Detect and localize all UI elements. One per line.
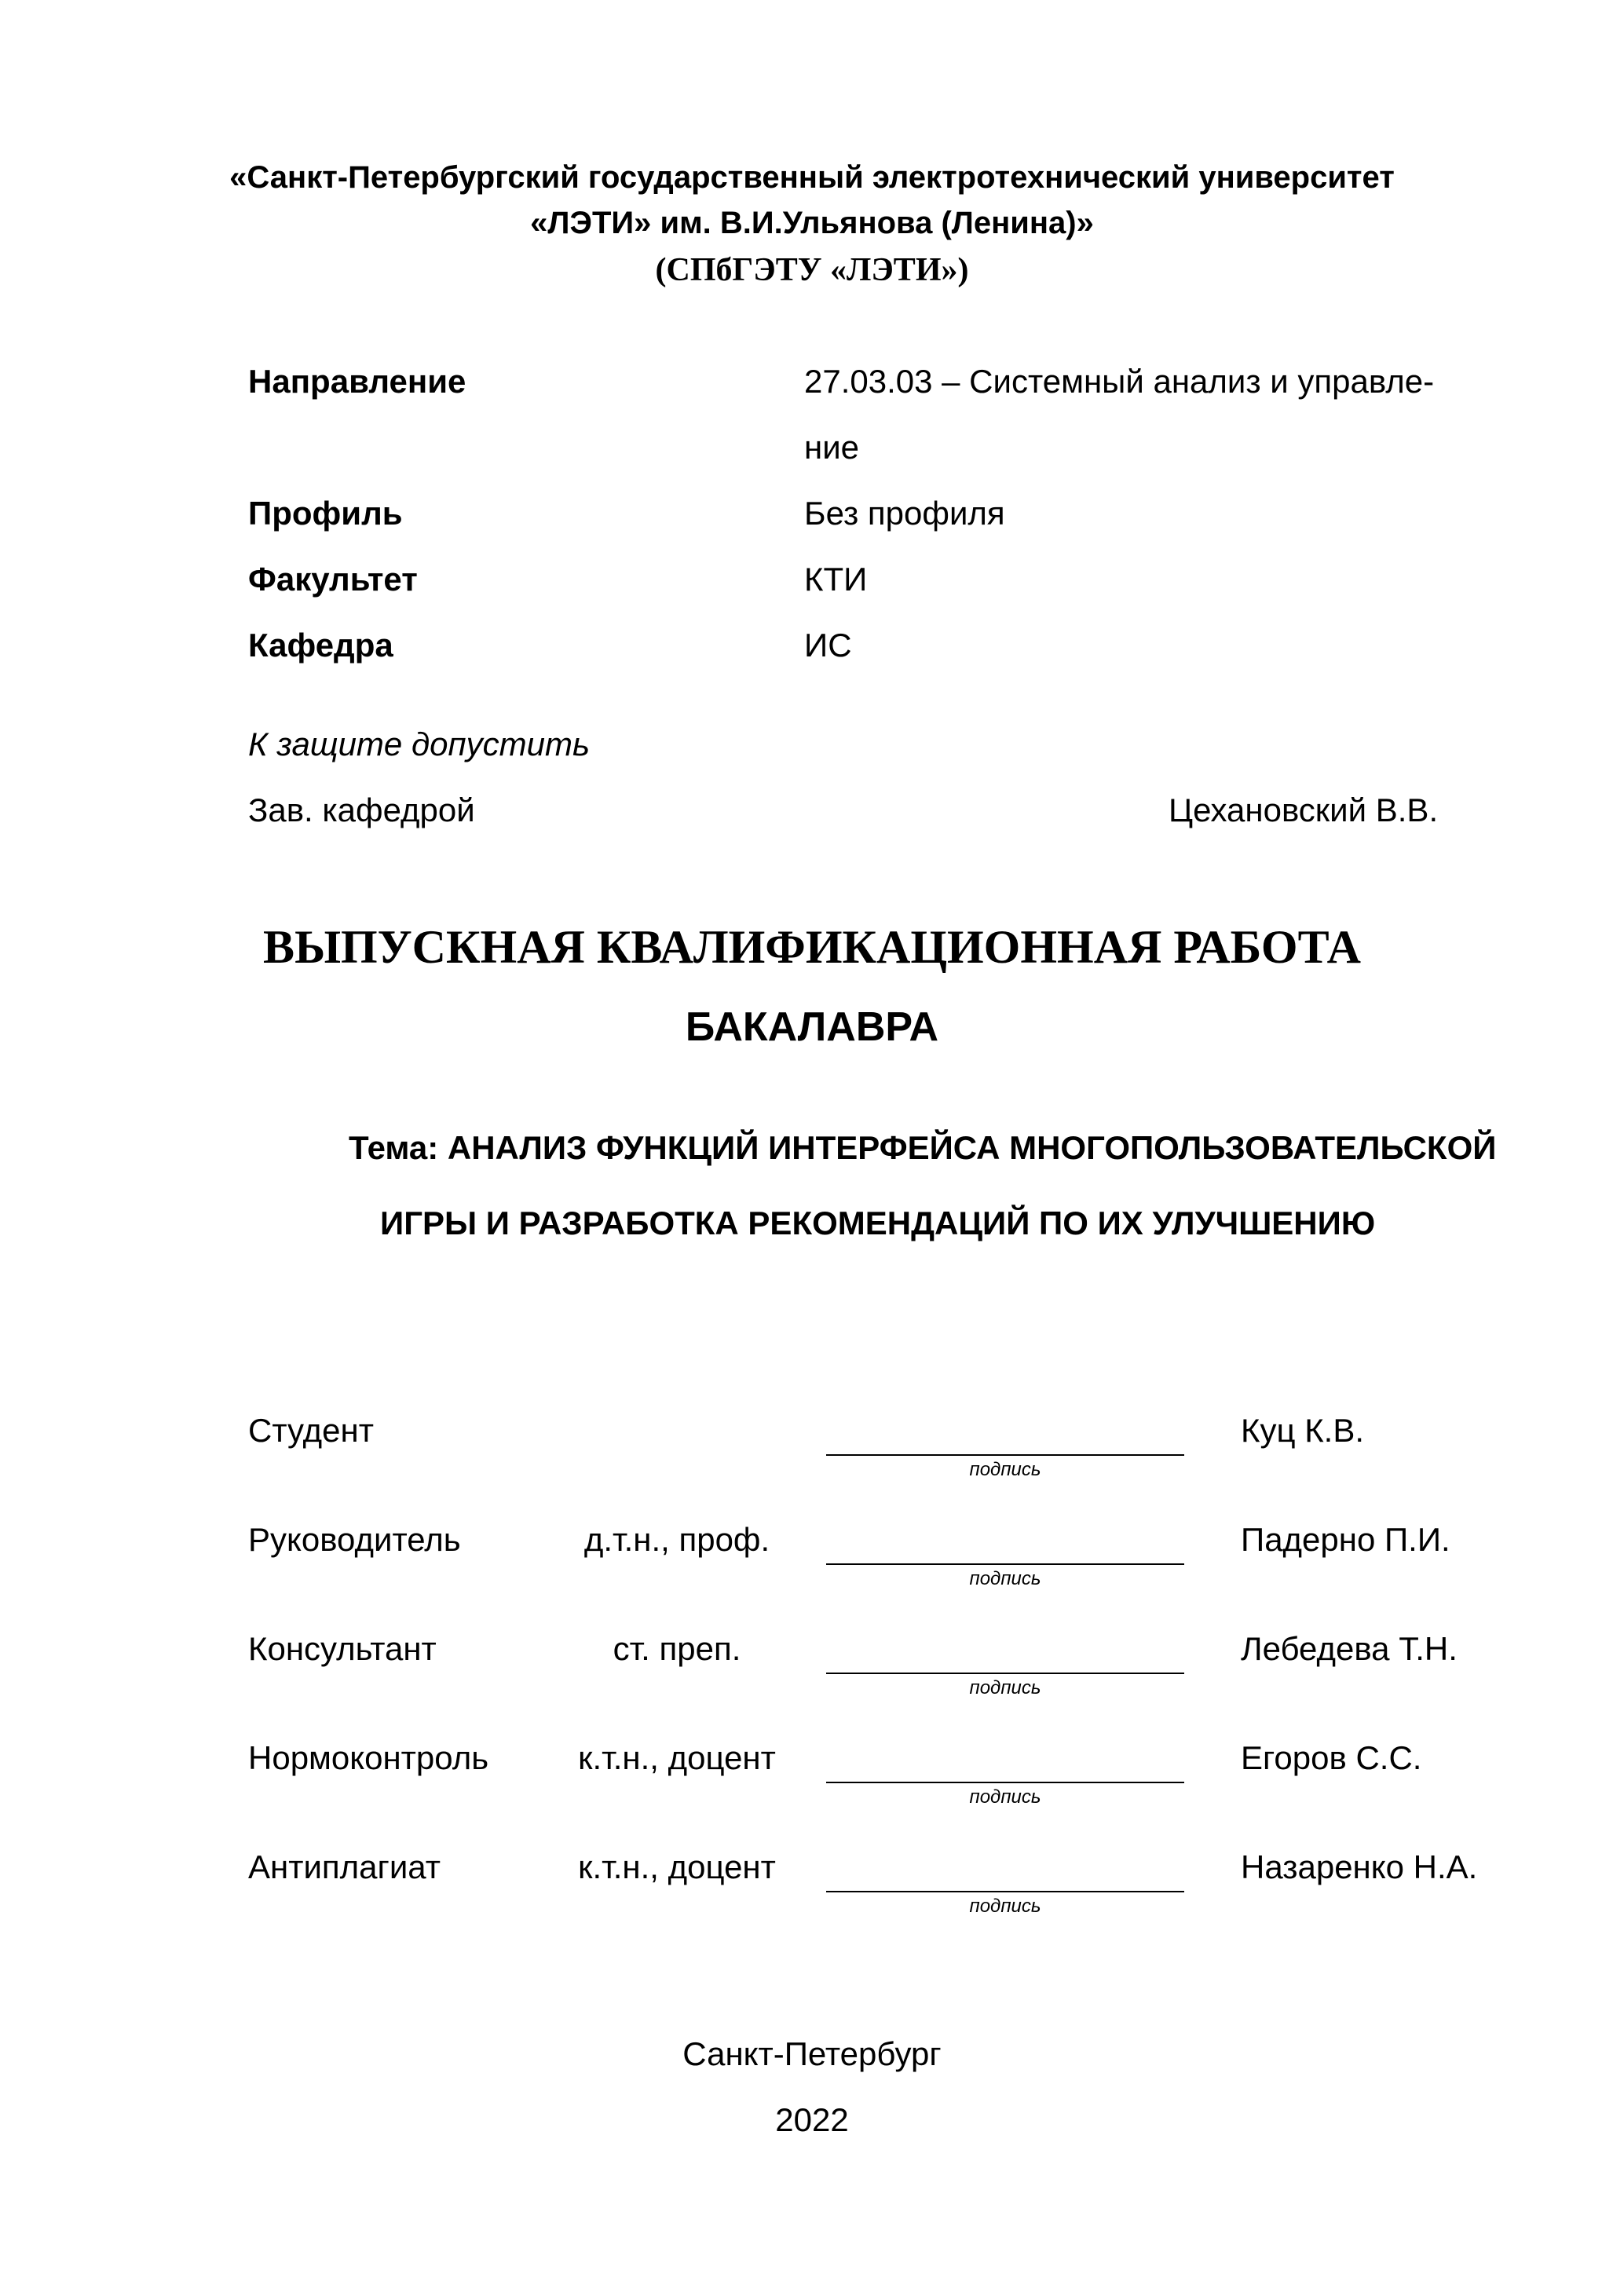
footer-year: 2022: [775, 2101, 849, 2138]
admit-to-defense: К защите допустить: [248, 726, 591, 762]
signature-caption-consultant: подпись: [969, 1677, 1041, 1698]
direction-value-line2: ние: [804, 429, 860, 466]
signature-degree-supervisor: д.т.н., проф.: [583, 1521, 770, 1558]
signature-degree-consultant: ст. преп.: [613, 1630, 741, 1667]
signature-name-supervisor: Падерно П.И.: [1241, 1521, 1450, 1558]
faculty-value: КТИ: [804, 561, 868, 598]
signature-name-norm-control: Егоров С.С.: [1241, 1739, 1422, 1776]
signature-caption-supervisor: подпись: [969, 1568, 1041, 1589]
signature-caption-norm-control: подпись: [969, 1786, 1041, 1808]
signature-degree-norm-control: к.т.н., доцент: [578, 1739, 776, 1776]
signature-name-antiplagiarism: Назаренко Н.А.: [1241, 1848, 1478, 1885]
signature-degree-antiplagiarism: к.т.н., доцент: [578, 1848, 776, 1885]
theme-line2: ИГРЫ И РАЗРАБОТКА РЕКОМЕНДАЦИЙ ПО ИХ УЛУЧШЕНИЮ: [380, 1205, 1376, 1241]
faculty-label: Факультет: [248, 561, 418, 598]
signature-role-supervisor: Руководитель: [248, 1521, 461, 1558]
signature-role-antiplagiarism: Антиплагиат: [248, 1848, 441, 1885]
signature-name-consultant: Лебедева Т.Н.: [1241, 1630, 1458, 1667]
head-of-department-name: Цехановский В.В.: [1169, 792, 1439, 828]
signature-role-consultant: Консультант: [248, 1630, 437, 1667]
thesis-title: ВЫПУСКНАЯ КВАЛИФИКАЦИОННАЯ РАБОТА: [263, 921, 1361, 973]
department-value: ИС: [804, 627, 852, 664]
signature-caption-student: подпись: [969, 1459, 1041, 1480]
signature-line-antiplagiarism: [826, 1891, 1184, 1892]
university-abbreviation: (СПбГЭТУ «ЛЭТИ»): [655, 252, 969, 288]
thesis-degree: БАКАЛАВРА: [685, 1004, 939, 1050]
signature-line-supervisor: [826, 1563, 1184, 1565]
footer-city: Санкт-Петербург: [682, 2035, 942, 2072]
signature-role-student: Студент: [248, 1412, 374, 1449]
university-name-line1: «Санкт-Петербургский государственный электротехнический университет: [229, 160, 1395, 195]
signature-line-student: [826, 1454, 1184, 1456]
department-label: Кафедра: [248, 627, 393, 664]
signature-line-norm-control: [826, 1782, 1184, 1783]
university-name-line2: «ЛЭТИ» им. В.И.Ульянова (Ленина)»: [530, 206, 1094, 240]
direction-value-line1: 27.03.03 – Системный анализ и управле-: [804, 363, 1435, 400]
head-of-department-label: Зав. кафедрой: [248, 792, 475, 828]
theme-line1: Тема: АНАЛИЗ ФУНКЦИЙ ИНТЕРФЕЙСА МНОГОПОЛЬЗОВАТЕЛЬСКОЙ: [349, 1129, 1497, 1166]
signature-caption-antiplagiarism: подпись: [969, 1896, 1041, 1917]
signature-name-student: Куц К.В.: [1241, 1412, 1365, 1449]
profile-value: Без профиля: [804, 495, 1005, 532]
signature-line-consultant: [826, 1673, 1184, 1674]
direction-label: Направление: [248, 363, 466, 400]
signature-role-norm-control: Нормоконтроль: [248, 1739, 489, 1776]
profile-label: Профиль: [248, 495, 403, 532]
